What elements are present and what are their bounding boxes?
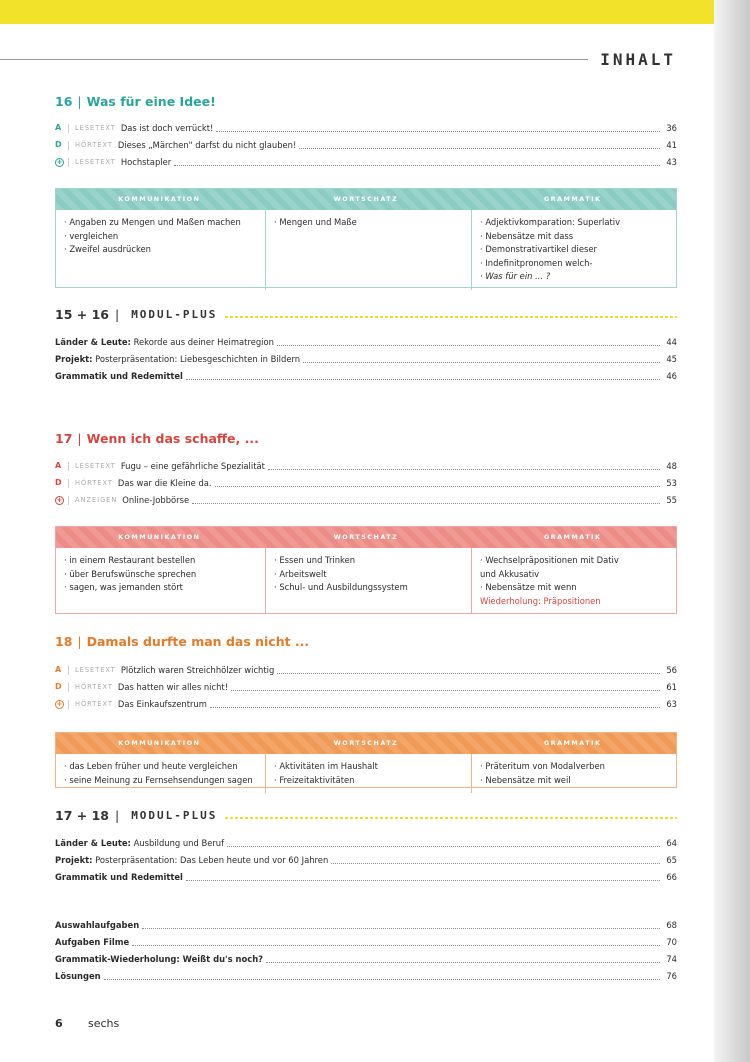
plus-icon: + [56, 496, 63, 504]
toc-entry[interactable]: D | HÖRTEXT Das hatten wir alles nicht! 61 [55, 682, 677, 692]
toc-entry[interactable]: D | HÖRTEXT Dieses „Märchen" darfst du nicht glauben! 41 [55, 140, 677, 150]
unit-17-overview-box [55, 526, 677, 614]
toc-entry[interactable]: Grammatik und Redemittel 46 [55, 371, 677, 381]
box-header-kommunikation: KOMMUNIKATION [118, 195, 201, 203]
toc-entry[interactable]: + | ANZEIGEN Online-Jobbörse 55 [56, 495, 677, 505]
toc-entry[interactable]: Lösungen 76 [55, 971, 677, 981]
toc-entry[interactable]: Länder & Leute: Ausbildung und Beruf 64 [55, 838, 677, 848]
grammatik-list: · Wechselpräpositionen mit Dativ und Akkusativ · Nebensätze mit wenn Wiederholung: Präpositionen [471, 548, 676, 614]
wortschatz-list: · Aktivitäten im Haushalt · Freizeitaktivitäten [265, 754, 471, 793]
kommunikation-list: · in einem Restaurant bestellen · über Berufswünsche sprechen · sagen, was jemanden stört [64, 555, 197, 593]
modul-plus-17-18-heading: 17 + 18 | MODUL-PLUS [55, 808, 677, 823]
page-title: INHALT [600, 50, 676, 69]
toc-entry[interactable]: A | LESETEXT Das ist doch verrückt! 36 [55, 123, 677, 133]
unit-16-heading: 16 | Was für eine Idee! [55, 94, 216, 109]
toc-entry[interactable]: Länder & Leute: Rekorde aus deiner Heimatregion 44 [55, 337, 677, 347]
toc-entry[interactable]: D | HÖRTEXT Das war die Kleine da. 53 [55, 478, 677, 488]
plus-icon: + [56, 700, 63, 708]
box-header-grammatik: GRAMMATIK [543, 195, 602, 203]
box-header-wortschatz: WORTSCHATZ [333, 195, 399, 203]
page-edge-shadow [714, 0, 750, 1062]
unit-16-overview-box [55, 188, 677, 288]
kommunikation-list: · das Leben früher und heute vergleichen · seine Meinung zu Fernsehsendungen sagen [64, 761, 253, 785]
toc-entry[interactable]: Projekt: Posterpräsentation: Liebesgeschichten in Bildern 45 [55, 354, 677, 364]
plus-icon: + [56, 158, 63, 166]
box-header-grammatik: GRAMMATIK [543, 739, 602, 747]
toc-entry[interactable]: Auswahlaufgaben 68 [55, 920, 677, 930]
box-header-wortschatz: WORTSCHATZ [333, 533, 399, 541]
wortschatz-list: · Mengen und Maße [265, 210, 471, 290]
toc-entry[interactable]: Projekt: Posterpräsentation: Das Leben heute und vor 60 Jahren 65 [55, 855, 677, 865]
header-rule [0, 59, 588, 60]
wortschatz-list: · Essen und Trinken · Arbeitswelt · Schul- und Ausbildungssystem [265, 548, 471, 614]
kommunikation-list: · Angaben zu Mengen und Maßen machen · vergleichen · Zweifel ausdrücken [64, 217, 241, 255]
box-header-grammatik: GRAMMATIK [543, 533, 602, 541]
modul-plus-15-16-heading: 15 + 16 | MODUL-PLUS [55, 307, 677, 322]
page-number-word: sechs [88, 1017, 120, 1030]
unit-18-heading: 18 | Damals durfte man das nicht ... [55, 634, 310, 649]
unit-17-heading: 17 | Wenn ich das schaffe, ... [55, 431, 259, 446]
unit-18-overview-box [55, 732, 677, 788]
box-header-wortschatz: WORTSCHATZ [333, 739, 399, 747]
grammatik-list: · Adjektivkomparation: Superlativ · Nebensätze mit dass · Demonstrativartikel dieser · Indefinitpronomen welch- · Was für ein ... ? [471, 210, 676, 290]
toc-entry[interactable]: Grammatik und Redemittel 66 [55, 872, 677, 882]
box-header-kommunikation: KOMMUNIKATION [118, 739, 201, 747]
toc-entry[interactable]: + | HÖRTEXT Das Einkaufszentrum 63 [56, 699, 677, 709]
repetition-note: Wiederholung: Präpositionen [480, 595, 601, 606]
toc-entry[interactable]: A | LESETEXT Plötzlich waren Streichhölzer wichtig 56 [55, 665, 677, 675]
toc-entry[interactable]: Grammatik-Wiederholung: Weißt du's noch? 74 [55, 954, 677, 964]
page-number: 6 [55, 1017, 63, 1030]
box-header-kommunikation: KOMMUNIKATION [118, 533, 201, 541]
grammatik-list: · Präteritum von Modalverben · Nebensätze mit weil [471, 754, 676, 793]
toc-entry[interactable]: A | LESETEXT Fugu – eine gefährliche Spezialität 48 [55, 461, 677, 471]
toc-entry[interactable]: Aufgaben Filme 70 [55, 937, 677, 947]
toc-entry[interactable]: + | LESETEXT Hochstapler 43 [56, 157, 677, 167]
